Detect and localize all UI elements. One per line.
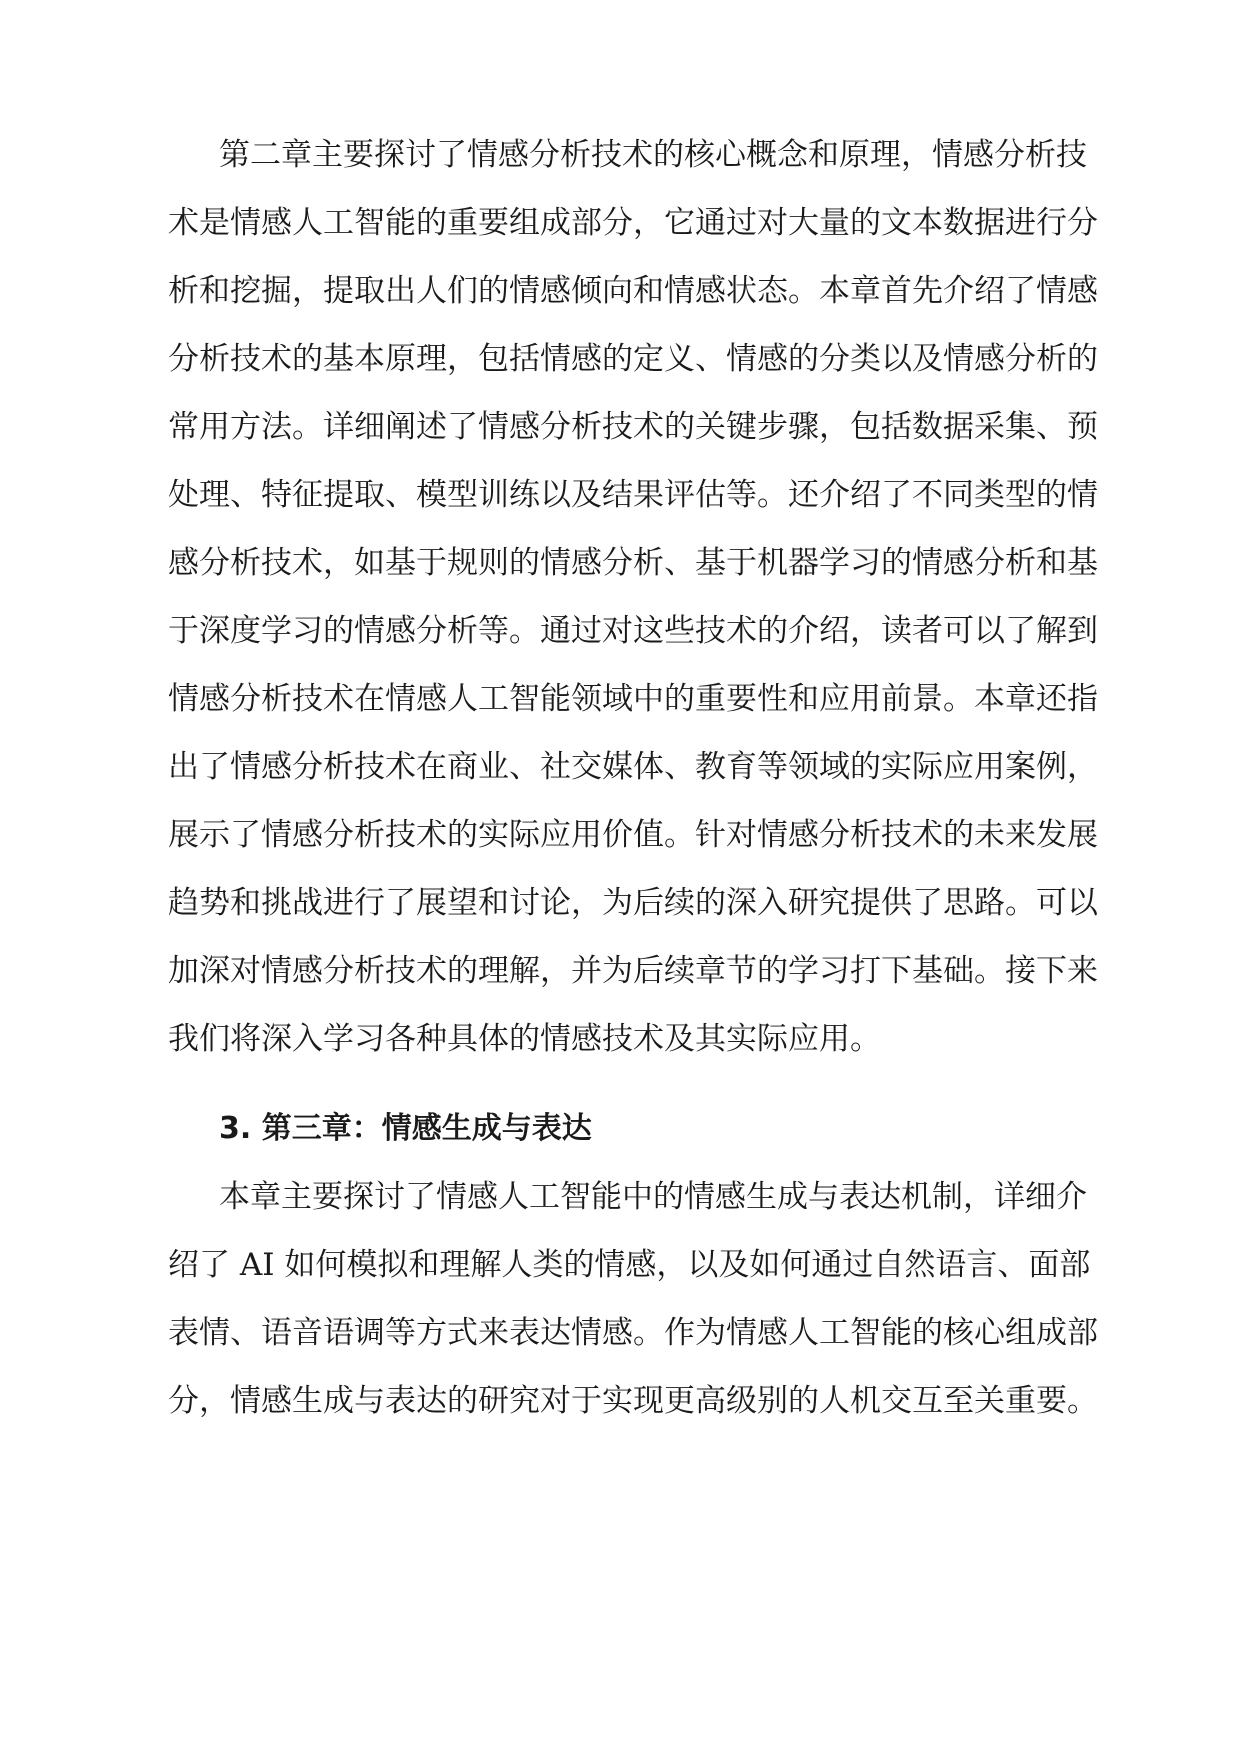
paragraph-2-line: 分，情感生成与表达的研究对于实现更高级别的人机交互至关重要。 — [168, 1383, 1098, 1419]
paragraph-1-line: 感分析技术，如基于规则的情感分析、基于机器学习的情感分析和基 — [168, 545, 1098, 581]
paragraph-1-line: 析和挖掘，提取出人们的情感倾向和情感状态。本章首先介绍了情感 — [168, 273, 1098, 309]
paragraph-2-line: 本章主要探讨了情感人工智能中的情感生成与表达机制，详细介 — [219, 1179, 1087, 1215]
paragraph-2-line: 表情、语音语调等方式来表达情感。作为情感人工智能的核心组成部 — [168, 1315, 1098, 1351]
paragraph-1-line: 处理、特征提取、模型训练以及结果评估等。还介绍了不同类型的情 — [168, 477, 1098, 513]
paragraph-1-line: 第二章主要探讨了情感分析技术的核心概念和原理，情感分析技 — [219, 137, 1087, 173]
paragraph-1-line: 加深对情感分析技术的理解，并为后续章节的学习打下基础。接下来 — [168, 953, 1098, 989]
paragraph-1-line: 展示了情感分析技术的实际应用价值。针对情感分析技术的未来发展 — [168, 817, 1098, 853]
paragraph-1-line: 常用方法。详细阐述了情感分析技术的关键步骤，包括数据采集、预 — [168, 409, 1098, 445]
paragraph-1-line: 我们将深入学习各种具体的情感技术及其实际应用。 — [168, 1021, 881, 1057]
section-heading: 3. 第三章：情感生成与表达 — [219, 1111, 592, 1146]
paragraph-1-line: 术是情感人工智能的重要组成部分，它通过对大量的文本数据进行分 — [168, 205, 1098, 241]
paragraph-1-line: 分析技术的基本原理，包括情感的定义、情感的分类以及情感分析的 — [168, 341, 1098, 377]
paragraph-1-line: 出了情感分析技术在商业、社交媒体、教育等领域的实际应用案例， — [168, 749, 1098, 785]
paragraph-1-line: 趋势和挑战进行了展望和讨论，为后续的深入研究提供了思路。可以 — [168, 885, 1098, 921]
paragraph-2-line: 绍了 AI 如何模拟和理解人类的情感，以及如何通过自然语言、面部 — [168, 1247, 1091, 1283]
paragraph-1-line: 于深度学习的情感分析等。通过对这些技术的介绍，读者可以了解到 — [168, 613, 1098, 649]
paragraph-1-line: 情感分析技术在情感人工智能领域中的重要性和应用前景。本章还指 — [168, 681, 1098, 717]
